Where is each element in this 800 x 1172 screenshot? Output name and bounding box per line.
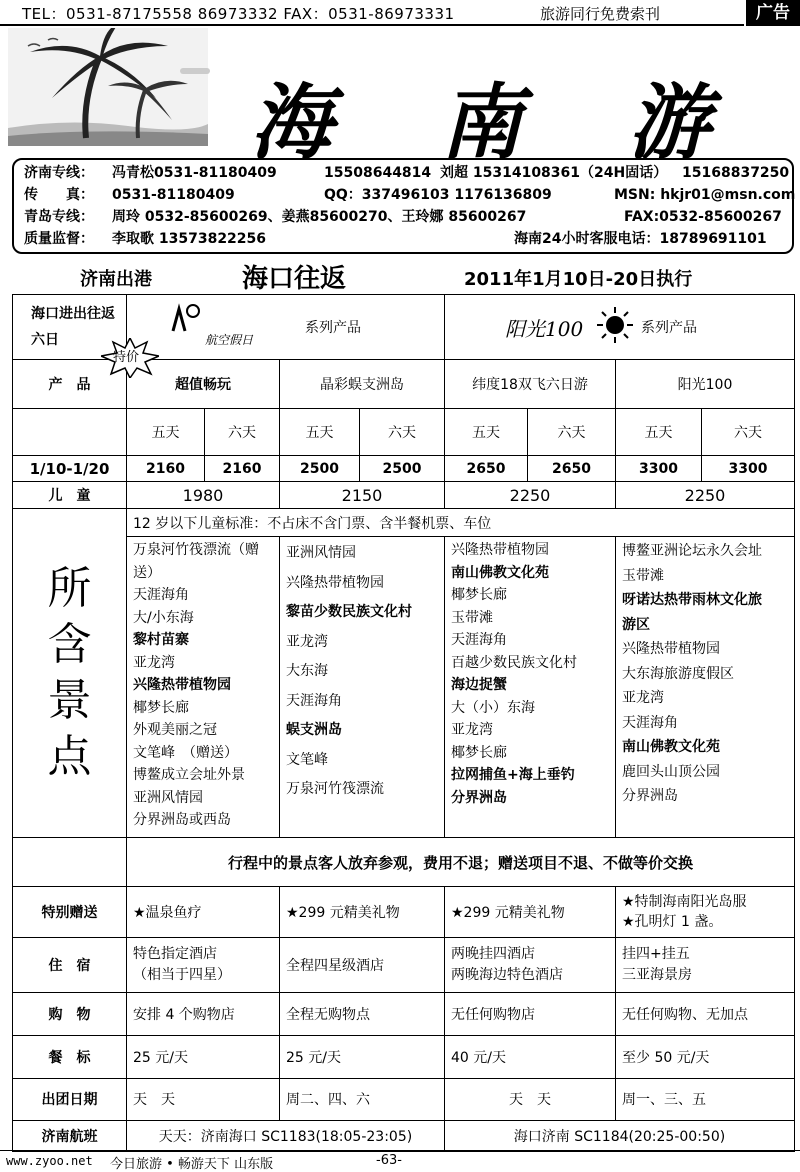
contact-box [12,158,794,254]
child-note: 12 岁以下儿童标准：不占床不含门票、含半餐机票、车位 [127,508,795,537]
title-char-2: 南 [440,75,522,171]
shop-row [13,993,795,1036]
gift-cell: ★299 元精美礼物 [445,887,616,938]
meal-cell: 至少 50 元/天 [616,1035,795,1078]
brand1-series: 系列产品 [305,320,361,336]
attraction-item: 兴隆热带植物园 [286,574,384,591]
contact-value: 海南24小时客服电话：18789691101 [514,231,767,247]
product-label: 产 品 [13,360,127,409]
attraction-item: 海边捉蟹 [451,677,507,694]
attractions-label [13,508,127,837]
price-row [13,455,795,481]
brand2-series: 系列产品 [641,320,697,336]
hotel-line: （相当于四星） [133,967,231,984]
brand-cell-1 [127,295,445,360]
contact-value: FAX:0532-85600267 [624,209,782,225]
shop-cell: 全程无购物点 [280,993,445,1036]
contact-label: 青岛专线： [24,209,94,225]
attraction-item: 南山佛教文化苑 [451,564,549,581]
attractions-col-2 [280,537,445,838]
child-price: 2250 [445,482,616,508]
brand1-text: 航空假日 [205,333,254,347]
cloud-streak [180,68,210,74]
gift-line: ★孔明灯 1 盏。 [622,914,723,931]
route-label-text: 海口进出往返六日 [31,306,115,349]
notice-text: 行程中的景点客人放弃参观，费用不退；赠送项目不退、不做等价交换 [127,838,795,887]
flight-back: 海口济南 SC1184(20:25-00:50) [445,1121,795,1152]
attraction-item: 文笔峰 （赠送） [133,744,238,761]
attraction-item: 百越少数民族文化村 [451,654,577,671]
top-rule [0,24,744,26]
contact-label: 质量监督： [24,231,94,247]
banner [0,28,800,171]
days-cell: 五天 [127,409,205,456]
attraction-item: 玉带滩 [451,609,493,626]
contact-row-quality [24,228,794,250]
attraction-item: 黎苗少数民族文化村 [286,604,412,621]
contact-value: 15508644814 [324,165,432,181]
product-4: 阳光100 [616,360,795,409]
child-price: 2250 [616,482,795,508]
price-date-label: 1/10-1/20 [13,455,127,481]
contact-value: MSN: hkjr01@msn.com [614,187,796,203]
palm-tree-illustration [8,28,208,146]
attraction-item: 亚洲风情园 [286,545,356,562]
attraction-item: 鹿回头山顶公园 [622,763,720,780]
attractions-col-1 [127,537,280,838]
attraction-item: 分界洲岛或西岛 [133,812,231,829]
contact-label: 济南专线： [24,165,94,181]
flight-row [13,1121,795,1152]
footer-site: www.zyoo.net [6,1154,93,1168]
attraction-item: 亚龙湾 [451,722,493,739]
attractions-col-3 [445,537,616,838]
attraction-item: 博鳌成立会址外景 [133,767,245,784]
days-cell: 六天 [205,409,280,456]
flight-out: 天天：济南海口 SC1183(18:05-23:05) [127,1121,445,1152]
days-cell: 五天 [280,409,360,456]
attraction-item: 外观美丽之冠 [133,722,217,739]
gift-line: ★特制海南阳光岛服 [622,894,747,911]
attraction-item: 博鳌亚洲论坛永久会址 [622,543,762,560]
free-magazine-note: 旅游同行免费索刊 [540,5,661,23]
brand2-text: 阳光100 [505,317,584,341]
shop-label: 购 物 [13,993,127,1036]
attraction-item: 大/小东海 [133,609,194,626]
hotel-line: 挂四+挂五 [622,946,690,963]
days-row [13,409,795,456]
attraction-item: 万泉河竹筏漂流（赠 [133,542,259,559]
contact-label: 传 真： [24,187,94,203]
attraction-item: 分界洲岛 [451,789,507,806]
attraction-item: 椰梦长廊 [451,744,507,761]
notice-spacer [13,838,127,887]
price-cell: 2650 [445,455,528,481]
contact-value: 15168837250 [682,165,790,181]
validity-period: 2011年1月10日-20日执行 [464,269,693,290]
hotel-line: 三亚海景房 [622,967,692,984]
depart-row [13,1078,795,1121]
days-cell: 六天 [528,409,616,456]
contact-value: 李取歌 13573822256 [112,231,267,247]
special-price-badge: 特价 [113,350,140,366]
attraction-item: 天涯海角 [622,714,678,731]
attraction-item: 呀诺达热带雨林文化旅 [622,592,762,609]
contact-value: 刘超 15314108361（24H固话） [440,165,668,181]
child-row [13,482,795,508]
departure-city: 济南出港 [80,269,152,290]
attraction-item: 大东海旅游度假区 [622,665,734,682]
depart-cell: 周二、四、六 [280,1078,445,1121]
attraction-item: 送） [133,564,161,581]
attraction-item: 天涯海角 [133,587,189,604]
hotel-cell [445,938,616,993]
product-2: 晶彩蜈支洲岛 [280,360,445,409]
attraction-item: 亚龙湾 [133,654,175,671]
gift-cell: ★温泉鱼疗 [127,887,280,938]
route-title: 海口往返 [242,264,347,294]
meal-cell: 25 元/天 [127,1035,280,1078]
hotel-cell [616,938,795,993]
attraction-item: 分界洲岛 [622,788,678,805]
hotel-cell: 全程四星级酒店 [280,938,445,993]
attraction-item: 南山佛教文化苑 [622,739,720,756]
flight-label: 济南航班 [13,1121,127,1152]
attractions-row [13,537,795,838]
days-cell: 六天 [360,409,445,456]
contact-value: QQ：337496103 1176136809 [324,187,552,203]
meal-cell: 25 元/天 [280,1035,445,1078]
meal-label: 餐 标 [13,1035,127,1078]
contact-row-qingdao [24,206,794,228]
contact-row-fax [24,184,794,206]
contact-value: 冯青松0531-81180409 [112,165,277,181]
ad-badge: 广告 [746,0,800,26]
attraction-item: 大（小）东海 [451,699,535,716]
attraction-item: 黎村苗寨 [133,632,189,649]
attraction-item: 椰梦长廊 [451,587,507,604]
contact-row-jinan [24,162,794,184]
price-cell: 2650 [528,455,616,481]
attraction-item: 文笔峰 [286,751,328,768]
price-cell: 3300 [702,455,795,481]
hotel-row [13,938,795,993]
hotel-line: 特色指定酒店 [133,946,217,963]
product-1 [113,350,280,409]
child-note-row [13,508,795,537]
tel-fax-line: TEL：0531-87175558 86973332 FAX：0531-86973331 [22,5,455,23]
product-row [13,360,795,409]
attraction-item: 玉带滩 [622,567,664,584]
meal-row [13,1035,795,1078]
attraction-item: 椰梦长廊 [133,699,189,716]
price-cell: 2500 [280,455,360,481]
shop-cell: 安排 4 个购物店 [127,993,280,1036]
attraction-item: 兴隆热带植物园 [622,641,720,658]
hotel-line: 两晚海边特色酒店 [451,967,563,984]
gift-row [13,887,795,938]
attraction-item: 天涯海角 [451,632,507,649]
gift-cell: ★299 元精美礼物 [280,887,445,938]
route-header [12,258,794,294]
product-1-name: 超值畅玩 [175,377,231,394]
attraction-item: 亚龙湾 [622,690,664,707]
meal-cell: 40 元/天 [445,1035,616,1078]
sunburst-icon [595,305,635,345]
contact-value: 0531-81180409 [112,187,235,203]
footer [0,1150,800,1172]
days-cell: 六天 [702,409,795,456]
notice-row [13,838,795,887]
page-number: -63- [376,1153,402,1168]
attraction-item: 万泉河竹筏漂流 [286,781,384,798]
price-cell: 2500 [360,455,445,481]
days-cell: 五天 [616,409,702,456]
attraction-item: 天涯海角 [286,692,342,709]
brand-cell-2 [445,295,795,360]
product-3: 纬度18双飞六日游 [445,360,616,409]
attractions-col-4 [616,537,795,838]
attractions-label-text: 所含景点 [47,563,92,783]
attraction-item: 亚龙湾 [286,633,328,650]
child-price: 1980 [127,482,280,508]
shop-cell: 无任何购物、无加点 [616,993,795,1036]
depart-label: 出团日期 [13,1078,127,1121]
price-cell: 3300 [616,455,702,481]
days-cell: 五天 [445,409,528,456]
title-char-1: 海 [250,75,332,171]
depart-cell: 周一、三、五 [616,1078,795,1121]
child-label: 儿 童 [13,482,127,508]
attraction-item: 蜈支洲岛 [286,722,342,739]
days-label [13,409,127,456]
sun-icon [167,301,207,337]
hotel-line: 两晚挂四酒店 [451,946,535,963]
price-cell: 2160 [127,455,205,481]
attraction-item: 游区 [622,616,650,633]
attraction-item: 大东海 [286,663,328,680]
depart-cell: 天 天 [445,1078,616,1121]
depart-cell: 天 天 [127,1078,280,1121]
footer-slogan: 今日旅游 • 畅游天下 山东版 [110,1157,274,1172]
child-price: 2150 [280,482,445,508]
gift-label: 特别赠送 [13,887,127,938]
itinerary-table [12,294,795,1152]
contact-value: 周玲 0532-85600269、姜燕85600270、王玲娜 85600267 [112,209,527,225]
price-cell: 2160 [205,455,280,481]
shop-cell: 无任何购物店 [445,993,616,1036]
attraction-item: 兴隆热带植物园 [451,542,549,559]
attraction-item: 拉网捕鱼+海上垂钓 [451,767,575,784]
title-char-3: 游 [628,75,710,171]
gift-cell [616,887,795,938]
hotel-cell [127,938,280,993]
top-bar [0,0,800,26]
attraction-item: 兴隆热带植物园 [133,677,231,694]
attraction-item: 亚洲风情园 [133,789,203,806]
hotel-label: 住 宿 [13,938,127,993]
